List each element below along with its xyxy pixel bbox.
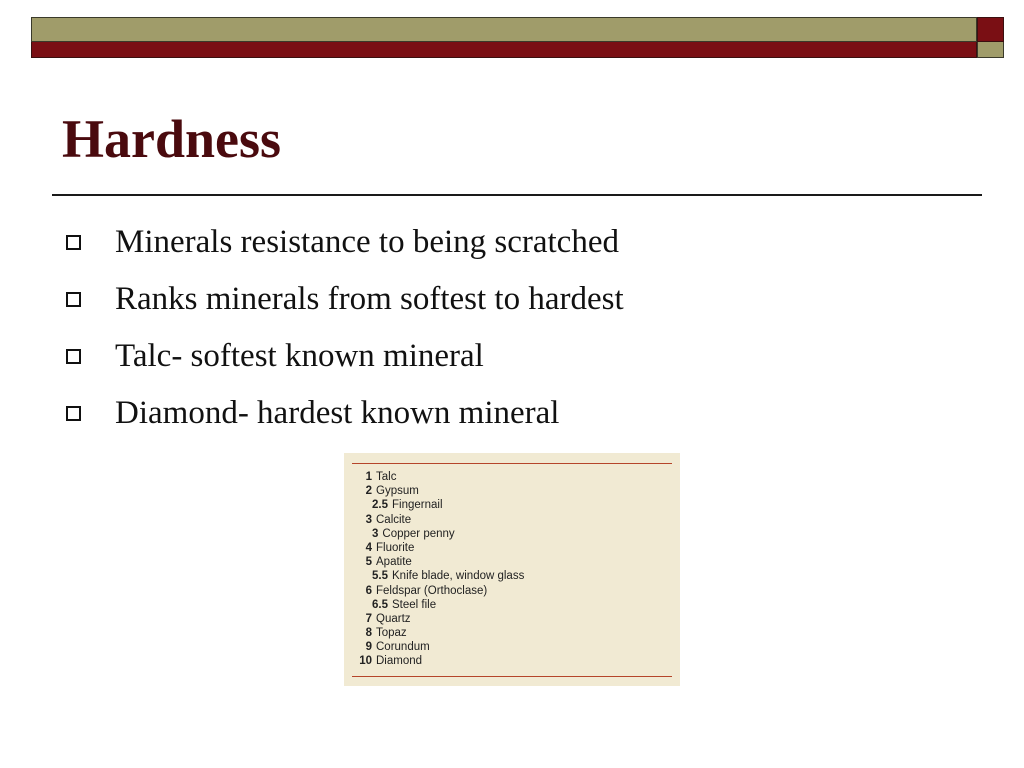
header-square-maroon xyxy=(977,17,1004,42)
bullet-text: Diamond- hardest known mineral xyxy=(115,395,560,431)
scale-number: 2.5 xyxy=(372,499,388,512)
scale-number: 8 xyxy=(365,627,372,640)
scale-mineral-row xyxy=(352,584,524,598)
bullet-item xyxy=(66,385,624,442)
scale-mineral-row xyxy=(352,654,524,668)
scale-name: Fingernail xyxy=(392,499,443,512)
header-square-olive xyxy=(977,42,1004,58)
header-bar-maroon xyxy=(31,42,977,58)
scale-number: 5.5 xyxy=(372,570,388,583)
scale-name: Talc xyxy=(376,471,397,483)
header-bar-olive xyxy=(31,17,977,42)
scale-number: 10 xyxy=(359,655,372,668)
mohs-scale-image xyxy=(344,453,680,686)
scale-name: Quartz xyxy=(376,612,411,625)
scale-reference-row xyxy=(352,527,524,541)
scale-name: Diamond xyxy=(376,655,423,668)
bullet-item xyxy=(66,271,624,328)
scale-number: 6.5 xyxy=(372,598,388,611)
hollow-square-bullet-icon xyxy=(66,292,81,307)
scale-name: Gypsum xyxy=(376,485,419,498)
scale-name: Feldspar (Orthoclase) xyxy=(376,584,488,597)
scale-top-rule xyxy=(352,463,672,464)
scale-reference-row xyxy=(352,498,524,512)
bullet-item xyxy=(66,214,624,271)
scale-number: 1 xyxy=(365,471,372,483)
title-divider xyxy=(52,194,982,196)
scale-mineral-row xyxy=(352,541,524,555)
scale-mineral-row xyxy=(352,470,524,484)
scale-name: Steel file xyxy=(392,598,437,611)
scale-reference-row xyxy=(352,598,524,612)
scale-number: 3 xyxy=(365,513,372,526)
scale-number: 3 xyxy=(372,527,379,540)
scale-name: Copper penny xyxy=(382,527,455,540)
hollow-square-bullet-icon xyxy=(66,406,81,421)
scale-number: 9 xyxy=(365,641,372,654)
scale-mineral-row xyxy=(352,513,524,527)
scale-name: Calcite xyxy=(376,513,412,526)
scale-mineral-row xyxy=(352,484,524,498)
scale-number: 5 xyxy=(365,556,372,569)
scale-name: Apatite xyxy=(376,556,412,569)
slide-title: Hardness xyxy=(62,109,282,169)
scale-number: 4 xyxy=(365,541,372,554)
bullet-list xyxy=(66,214,624,442)
scale-mineral-row xyxy=(352,626,524,640)
scale-number: 2 xyxy=(365,485,372,498)
scale-name: Corundum xyxy=(376,641,430,654)
scale-bottom-rule xyxy=(352,676,672,677)
bullet-text: Minerals resistance to being scratched xyxy=(115,224,619,260)
bullet-text: Ranks minerals from softest to hardest xyxy=(115,281,624,317)
scale-mineral-row xyxy=(352,612,524,626)
scale-name: Knife blade, window glass xyxy=(392,570,525,583)
hollow-square-bullet-icon xyxy=(66,235,81,250)
scale-list xyxy=(352,470,524,669)
scale-name: Fluorite xyxy=(376,541,415,554)
scale-name: Topaz xyxy=(376,627,407,640)
scale-mineral-row xyxy=(352,640,524,654)
scale-number: 7 xyxy=(365,612,372,625)
bullet-item xyxy=(66,328,624,385)
scale-mineral-row xyxy=(352,555,524,569)
hollow-square-bullet-icon xyxy=(66,349,81,364)
bullet-text: Talc- softest known mineral xyxy=(115,338,484,374)
scale-number: 6 xyxy=(365,584,372,597)
scale-reference-row xyxy=(352,569,524,583)
